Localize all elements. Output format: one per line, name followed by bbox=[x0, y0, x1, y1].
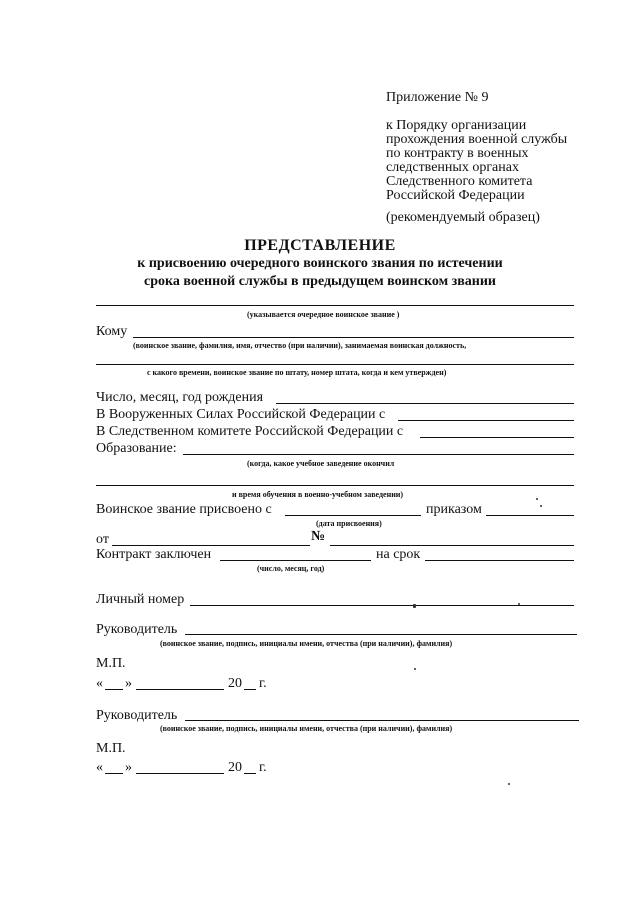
order-label: приказом bbox=[426, 502, 482, 517]
appendix-note: (рекомендуемый образец) bbox=[386, 210, 540, 225]
education-field-line-2[interactable] bbox=[96, 485, 574, 486]
rank-assigned-label: Воинское звание присвоено с bbox=[96, 502, 272, 517]
caption-head-2: (воинское звание, подпись, инициалы имени, отчества (при наличии), фамилия) bbox=[160, 724, 453, 733]
caption-since-when: с какого времени, воинское звание по штату, номер штата, когда и кем утвержден) bbox=[147, 368, 447, 377]
from-field[interactable] bbox=[112, 545, 310, 546]
education-field[interactable] bbox=[183, 454, 574, 455]
caption-to-whom: (воинское звание, фамилия, имя, отчество (при наличии), занимаемая воинская должность, bbox=[133, 341, 467, 350]
armed-forces-label: В Вооруженных Силах Российской Федерации с bbox=[96, 407, 386, 422]
date-close-quote-2: » bbox=[125, 760, 132, 775]
doc-subtitle: срока военной службы в предыдущем воинском звании bbox=[144, 274, 496, 289]
appendix-line: прохождения военной службы bbox=[386, 132, 568, 147]
head-signature-field[interactable] bbox=[185, 634, 577, 635]
month-field[interactable] bbox=[136, 689, 224, 690]
personal-number-field[interactable] bbox=[190, 605, 574, 606]
scan-speck bbox=[540, 505, 542, 507]
caption-education-time: и время обучения в военно-учебном заведении) bbox=[232, 490, 404, 499]
appendix-line: Следственного комитета bbox=[386, 174, 533, 189]
term-label: на срок bbox=[376, 547, 421, 562]
rank-next-line bbox=[96, 305, 574, 306]
year-field-2[interactable] bbox=[244, 773, 256, 774]
rank-assigned-date-field[interactable] bbox=[285, 515, 421, 516]
head-label-2: Руководитель bbox=[96, 708, 178, 723]
date-close-quote: » bbox=[125, 676, 132, 691]
scan-speck bbox=[536, 498, 538, 500]
number-label: № bbox=[311, 529, 326, 544]
appendix-title: Приложение № 9 bbox=[386, 90, 489, 105]
year-field[interactable] bbox=[244, 689, 256, 690]
stamp-label: М.П. bbox=[96, 656, 126, 671]
scan-speck bbox=[508, 783, 510, 785]
day-field-2[interactable] bbox=[105, 773, 123, 774]
year-prefix-2: 20 bbox=[228, 760, 242, 775]
day-field[interactable] bbox=[105, 689, 123, 690]
head-label: Руководитель bbox=[96, 622, 178, 637]
committee-field[interactable] bbox=[420, 437, 574, 438]
caption-head: (воинское звание, подпись, инициалы имени, отчества (при наличии), фамилия) bbox=[160, 639, 453, 648]
term-field[interactable] bbox=[425, 560, 574, 561]
doc-subtitle: к присвоению очередного воинского звания по истечении bbox=[137, 256, 503, 271]
scan-speck bbox=[413, 604, 416, 608]
caption-education: (когда, какое учебное заведение окончил bbox=[247, 459, 395, 468]
from-label: от bbox=[96, 532, 109, 547]
scan-speck bbox=[414, 668, 416, 670]
year-suffix: г. bbox=[259, 676, 267, 691]
number-field[interactable] bbox=[330, 545, 574, 546]
scan-speck bbox=[518, 603, 520, 605]
birth-label: Число, месяц, год рождения bbox=[96, 390, 264, 405]
date-open-quote: « bbox=[96, 676, 103, 691]
appendix-line: Российской Федерации bbox=[386, 188, 525, 203]
komu-label: Кому bbox=[96, 324, 128, 339]
date-open-quote-2: « bbox=[96, 760, 103, 775]
stamp-label-2: М.П. bbox=[96, 741, 126, 756]
caption-rank-next: (указывается очередное воинское звание ) bbox=[247, 310, 400, 319]
order-field[interactable] bbox=[486, 515, 574, 516]
appendix-line: следственных органах bbox=[386, 160, 519, 175]
personal-number-label: Личный номер bbox=[96, 592, 185, 607]
head-signature-field-2[interactable] bbox=[185, 720, 579, 721]
komu-field[interactable] bbox=[133, 337, 574, 338]
appendix-line: к Порядку организации bbox=[386, 118, 527, 133]
committee-label: В Следственном комитете Российской Федерации с bbox=[96, 424, 404, 439]
contract-label: Контракт заключен bbox=[96, 547, 212, 562]
education-label: Образование: bbox=[96, 441, 177, 456]
caption-contract-date: (число, месяц, год) bbox=[257, 564, 325, 573]
caption-assign-date: (дата присвоения) bbox=[316, 519, 382, 528]
doc-title: ПРЕДСТАВЛЕНИЕ bbox=[244, 237, 396, 254]
month-field-2[interactable] bbox=[136, 773, 224, 774]
year-prefix: 20 bbox=[228, 676, 242, 691]
year-suffix-2: г. bbox=[259, 760, 267, 775]
appendix-line: по контракту в военных bbox=[386, 146, 529, 161]
komu-field-line-2[interactable] bbox=[96, 364, 574, 365]
contract-date-field[interactable] bbox=[220, 560, 371, 561]
birth-field[interactable] bbox=[276, 403, 574, 404]
armed-forces-field[interactable] bbox=[398, 420, 574, 421]
